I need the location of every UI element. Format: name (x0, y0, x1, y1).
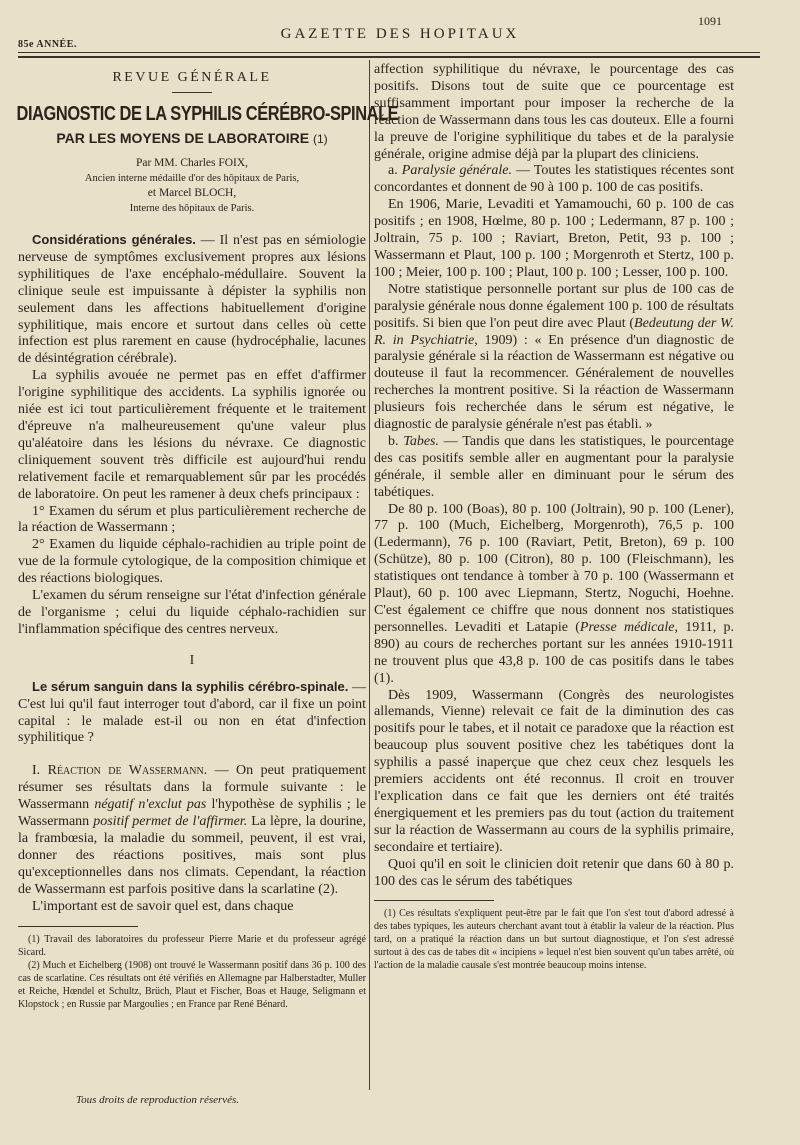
author-1: Par MM. Charles FOIX, (135, 157, 249, 169)
paragraph: affection syphilitique du névraxe, le pourcentage des cas positifs. Disons tout de suite que ce pourcentage est suffisamment important pour imposer la recherche de la réaction de Wassermann dans tous les cas douteux. Elle a fourni la preuve de l'origine syphilitique du tabes et de la paralysie générale, origine admise déjà par la plupart des cliniciens. (374, 62, 734, 162)
paragraph (374, 282, 734, 434)
emphasis-text: Presse médicale (579, 619, 675, 635)
right-column (374, 62, 734, 1105)
subtitle-footnote-ref: (1) (313, 132, 328, 146)
paragraph (18, 232, 366, 368)
emphasis-text: Tabes. (403, 433, 439, 449)
paragraph: Dès 1909, Wassermann (Congrès des neurologistes allemands, Vienne) relevait ce fait de la diminution des cas positifs pour le tabes, et il notait ce paradoxe que la réaction est beaucoup plus souvent positive chez les tabétiques dont la syphilis a passé inaperçue que chez ceux chez lesquels les premiers accidents ont été reconnus. Il croit en trouver l'explication dans ce fait que les derniers ont été traités énergiquement et les premiers pas du tout (action du traitement sur la réaction de Wassermann au cours de la syphilis primaire, secondaire et tertiaire). (374, 687, 734, 855)
paragraph-text: b. (388, 433, 404, 449)
paragraph-text: , 1911, p. 890) au cours de recherches portant sur les années 1910-1911 ne trouvent plus que 43,8 p. 100 de cas positifs dans le tabes (1). (374, 619, 734, 686)
spacer (18, 216, 366, 232)
spacer (18, 747, 366, 763)
paragraph-text: a. (388, 163, 402, 179)
rubrique-rule (172, 92, 212, 93)
journal-title: GAZETTE DES HOPITAUX (280, 26, 520, 42)
paragraph-lead: Considérations générales. (32, 232, 196, 247)
footnote: (1) Ces résultats s'expliquent peut-être par le fait que l'on s'est tout d'abord adressé à des tabes typiques, les auteurs cherchant avant tout à établir la valeur de la réaction. Plus tard, on a pratiqué la réaction dans un but surtout diagnostique, et l'on s'est adressé surtout à des cas de tabes dit « incipiens » lequel n'est bien souvent qu'un tabes arrêté, où l'action de la maladie causale s'est montrée beaucoup moins intense. (374, 908, 734, 972)
paragraph (374, 434, 734, 502)
article-subtitle (18, 130, 366, 146)
emphasis-text: Paralysie générale. (401, 163, 512, 179)
left-column (16, 62, 399, 1105)
paragraph-text: — Tandis que dans les statistiques, le pourcentage des cas positifs semble aller en augmentant pour la paralysie générale, il semble aller en diminuant pour le sérum des tabétiques. (374, 433, 734, 500)
paragraph-text: Notre statistique personnelle portant sur plus de 100 cas de paralysie générale nous donne également 100 p. 100 de résultats positifs. Si bien que l'on peut dire avec Plaut ( (374, 281, 734, 331)
footnote-rule (374, 900, 494, 901)
paragraph-text: — On peut pratiquement résumer ses résultats dans la formule suivante : le Wassermann (18, 763, 366, 813)
paragraph (374, 502, 734, 688)
emphasis-text: positif permet de l'affirmer. (93, 814, 248, 830)
header-rule (18, 52, 760, 53)
paragraph-text: , 1909) : « En présence d'un diagnostic de paralysie générale si la réaction de Wassermann est négative ou douteuse il faut la recommencer. Généralement de nouvelles recherches la montrent positive. Si la réaction de Wassermann plusieurs fois recherchée dans le sérum est négative, le diagnostic de paralysie générale n'est pas établi. » (374, 332, 735, 433)
paragraph: L'examen du sérum renseigne sur l'état d'infection générale de l'organisme ; celui du liquide céphalo-rachidien sur l'inflammation spécifique des centres nerveux. (18, 588, 366, 637)
paragraph-text: La lèpre, la dourine, la frambœsia, la maladie du sommeil, peuvent, il est vrai, donner des réactions positives, mais sont plus qu'exceptionnelles dans nos climats. Cependant, la réaction de Wassermann est parfois positive dans la scarlatine (2). (18, 814, 366, 897)
footnote: (2) Much et Eichelberg (1908) ont trouvé le Wassermann positif dans 36 p. 100 des cas de scarlatine. Ces résultats ont été vérifiés en Allemagne par Halberstadter, Muller et Reiche, Hœndel et Schultz, Brüch, Plaut et Fischer, Boas et Hauge, Seligmann et Klopstock ; en Russie par Margoulies ; en France par René Bénard. (18, 959, 366, 1010)
emphasis-text: négatif n'exclut pas (94, 797, 207, 813)
header-rule-thick (18, 56, 760, 58)
paragraph: La syphilis avouée ne permet pas en effet d'affirmer l'origine syphilitique des accidents. La syphilis ignorée ou niée est ici tout particulièrement fréquente et le traitement d'épreuve n'a malheureusement qu'une valeur plus qu'aléatoire dans les lésions du névraxe. Ce diagnostic cliniquement souvent très difficile est aujourd'hui rendu relativement facile et remarquablement sûr par les procédés de laboratoire. On peut les ramener à deux chefs principaux : (18, 368, 366, 502)
paragraph-text: — Toutes les statistiques récentes sont concordantes et donnent de 90 à 100 p. 100 de cas positifs. (374, 163, 734, 196)
column-divider (369, 60, 370, 1090)
article-title: DIAGNOSTIC DE LA SYPHILIS CÉRÉBRO-SPINALE (16, 103, 399, 125)
paragraph: 2° Examen du liquide céphalo-rachidien au triple point de vue de la formule cytologique, de la composition chimique et des réactions biologiques. (18, 537, 366, 587)
page-number: 1091 (698, 14, 722, 28)
paragraph-text: — C'est lui qu'il faut interroger tout d'abord, car il fixe un point capital : le malade est-il ou non en état d'infection syphilitique ? (18, 679, 367, 746)
footnote: (1) Travail des laboratoires du professeur Pierre Marie et du professeur agrégé Sicard. (18, 933, 366, 958)
paragraph-text: — Il n'est pas en sémiologie nerveuse de symptômes exclusivement propres aux lésions syphilitiques de l'axe encéphalo-médullaire. Souvent la clinique seule est impuissante à dépister la syphilis non seulement dans les affections habituellement d'origine syphilitique, mais encore et surtout dans celles où cette infection est plus rarement en cause (hydrocéphalie, lacunes de désintégration cérébrale). (18, 233, 367, 367)
section-rubrique: REVUE GÉNÉRALE (112, 70, 272, 85)
paragraph-text: l'hypothèse de syphilis ; le Wassermann (18, 797, 367, 830)
section-number: I (189, 652, 195, 668)
author-2-title: Interne des hôpitaux de Paris. (129, 203, 255, 214)
paragraph: Quoi qu'il en soit le clinicien doit retenir que dans 60 à 80 p. 100 des cas le sérum des tabétiques (374, 856, 734, 889)
emphasis-text: Bedeutung der W. R. in Psychiatrie (374, 315, 734, 348)
author-2: et Marcel BLOCH, (147, 187, 237, 199)
issue-year: 85e ANNÉE. (18, 39, 77, 50)
section-heading: Le sérum sanguin dans la syphilis cérébro-spinale. (32, 678, 349, 694)
paragraph-text: De 80 p. 100 (Boas), 80 p. 100 (Joltrain), 90 p. 100 (Lener), 77 p. 100 (Much, Eichelberg, Morgenroth), 76,5 p. 100 (Ledermann), 76 p. 100 (Raviart, Petit, Breton), 69 p. 100 (Schütze), 80 p. 100 (Citron), 80 p. 100 (Fleischmann), les statistiques ont tendance à tomber à 70 p. 100 (Wassermann et Plaut), 60 p. 100 avec Liepmann, Stertz, Noguchi, Hoehne. C'est également ce chiffre que nous donnent nos statistiques personnelles. Levaditi et Latapie ( (374, 501, 734, 635)
paragraph (18, 763, 366, 898)
paragraph: 1° Examen du sérum et plus particulièrement recherche de la réaction de Wassermann ; (18, 503, 366, 536)
paragraph: En 1906, Marie, Levaditi et Yamamouchi, 60 p. 100 de cas positifs ; en 1908, Hœlme, 80 p. 100 ; Ledermann, 87 p. 100 ; Joltrain, 75 p. 100 ; Raviart, Breton, Petit, 93 p. 100 ; Wassermann et Plaut, 100 p. 100 ; Morgenroth et Stertz, 100 p. 100 ; Meier, 100 p. 100 ; Plaut, 100 p. 100 ; Lesser, 100 p. 100. (374, 197, 734, 280)
paragraph (374, 163, 734, 197)
paragraph: L'important est de savoir quel est, dans chaque (32, 898, 294, 914)
subtitle-text: PAR LES MOYENS DE LABORATOIRE (56, 130, 310, 146)
paragraph-lead: I. Réaction de Wassermann. (32, 763, 208, 779)
footnote-rule (18, 926, 138, 927)
paragraph (18, 679, 366, 748)
rights-notice: Tous droits de reproduction réservés. (76, 1094, 240, 1106)
author-1-title: Ancien interne médaille d'or des hôpitaux de Paris, (84, 173, 300, 184)
